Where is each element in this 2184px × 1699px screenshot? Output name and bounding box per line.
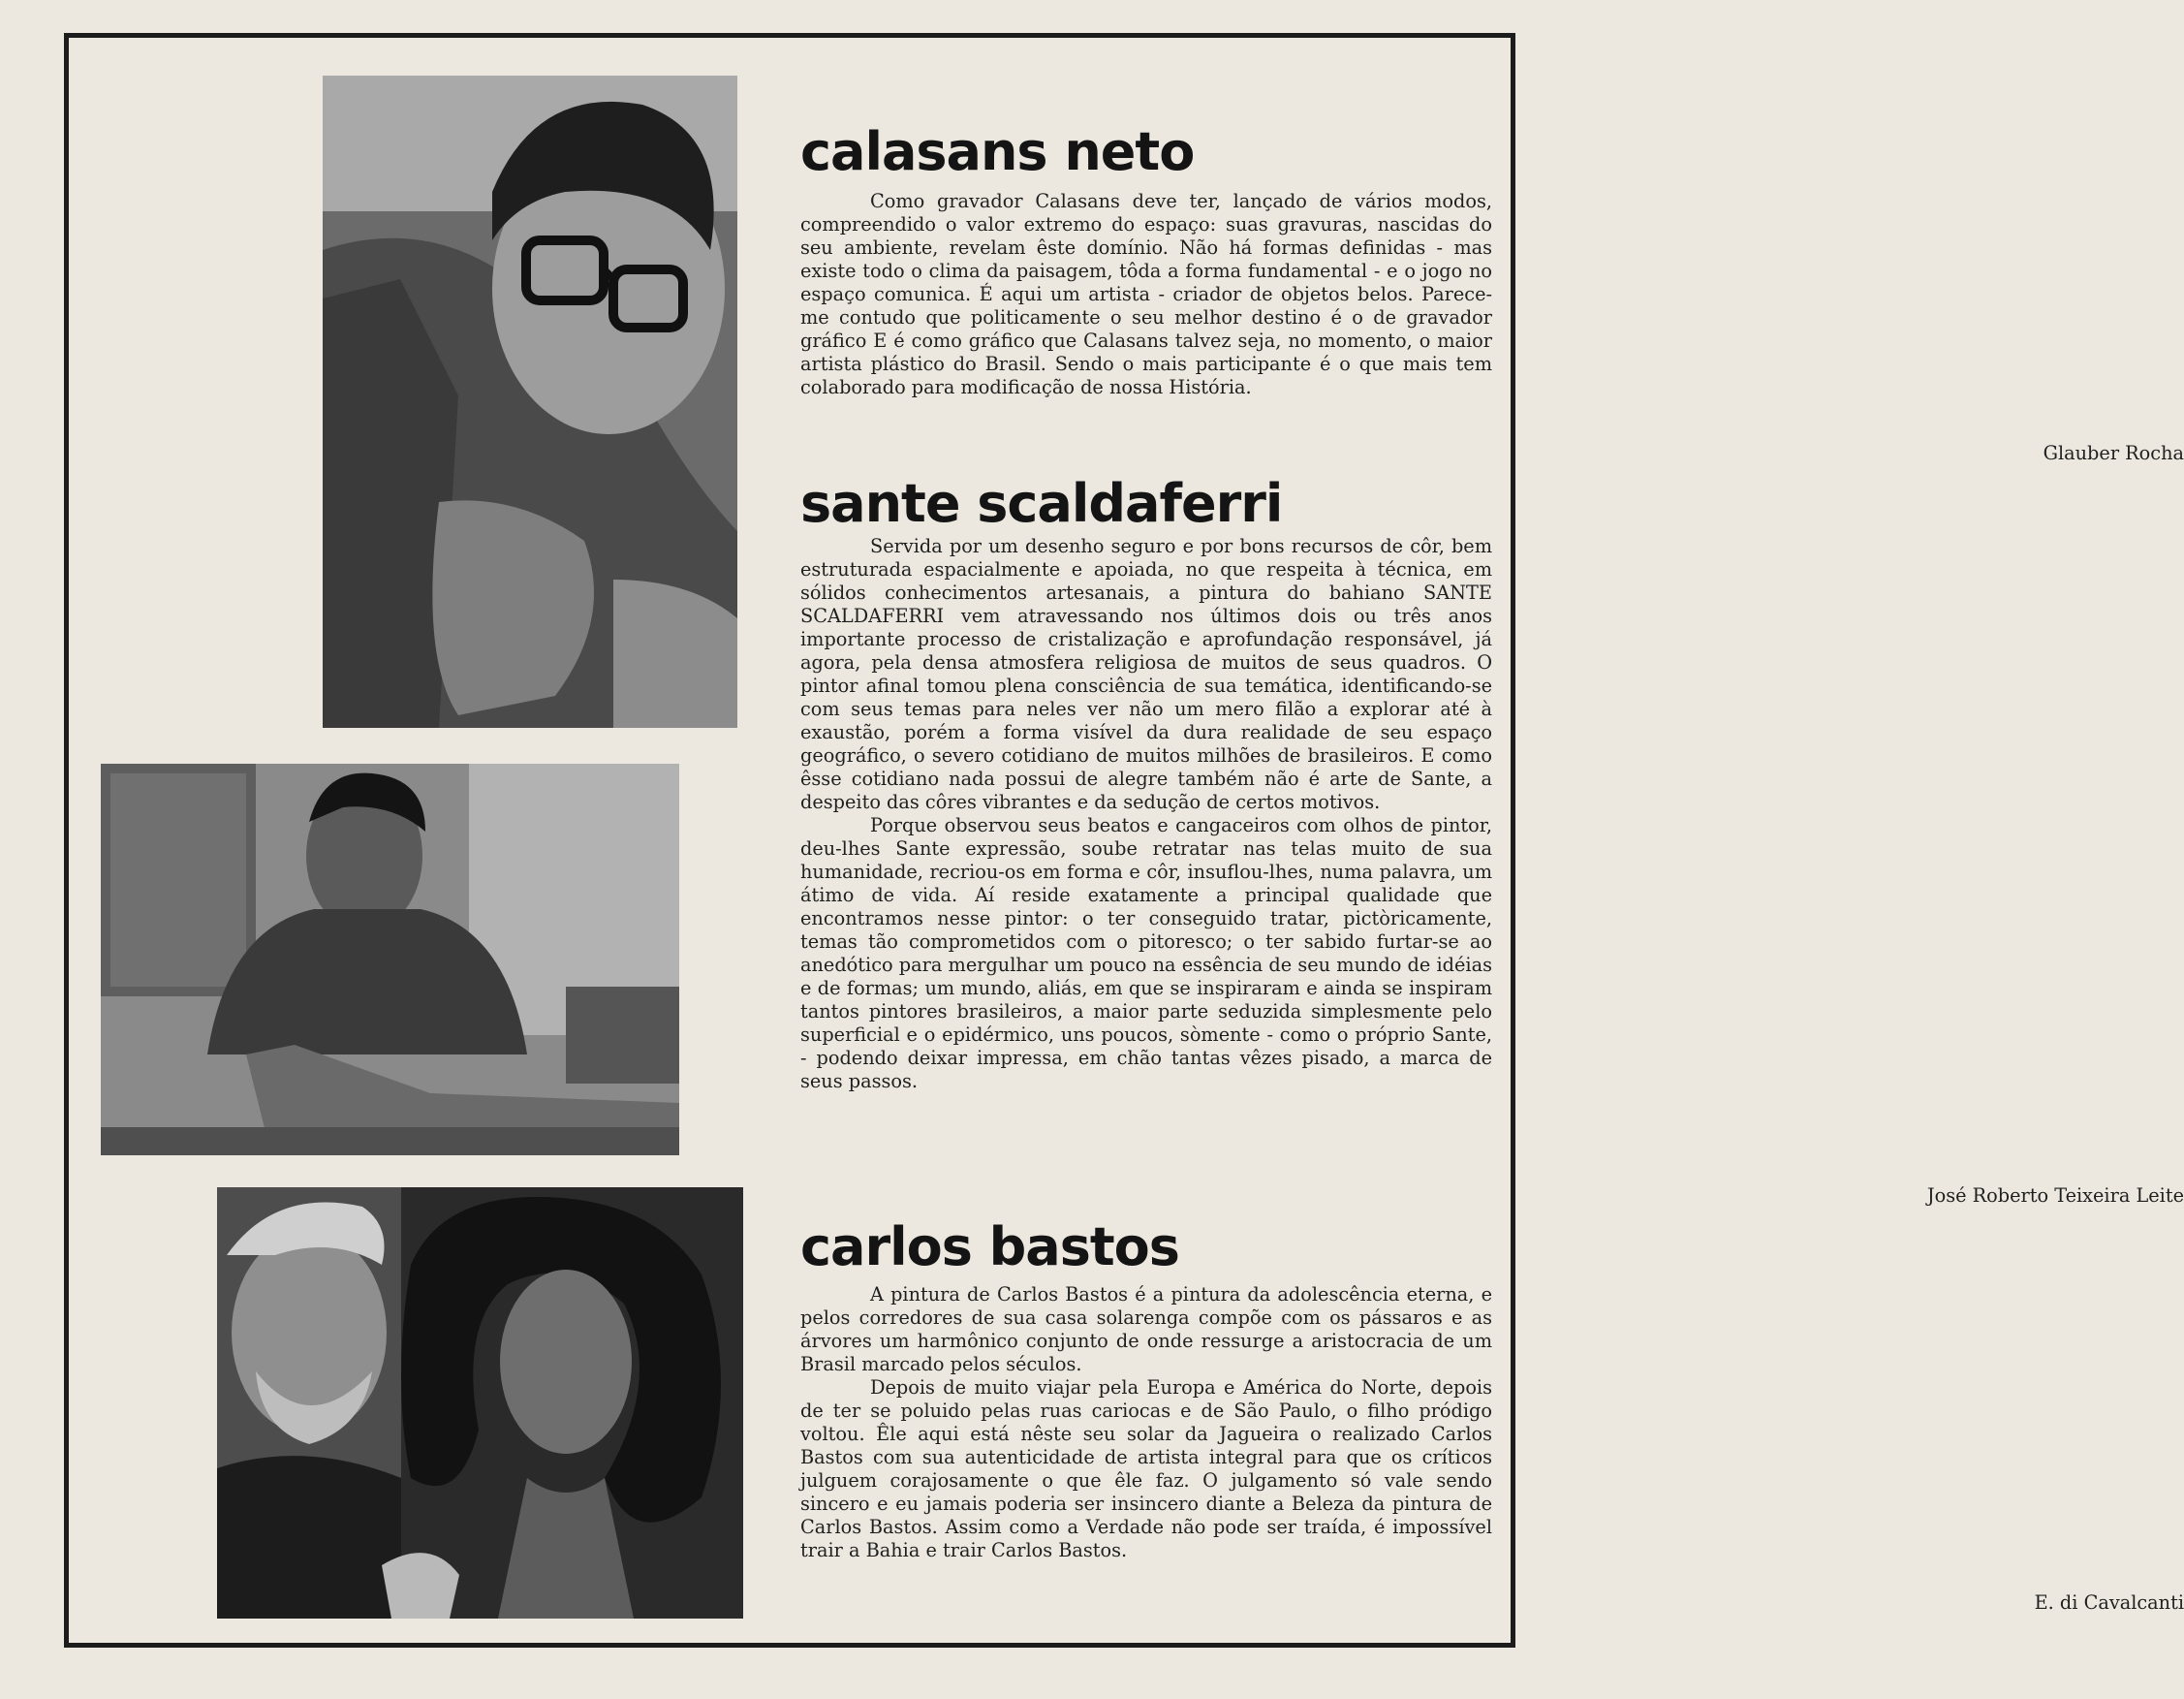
article-paragraph: A pintura de Carlos Bastos é a pintura da adolescência eterna, e pelos corredores de sua casa solarenga compõe com os pássaros e as árvores um harmônico conjunto de onde ressurge a aristocracia de um Brasil marcado pelos séculos.	[800, 1283, 1492, 1375]
article-heading: calasans neto	[800, 121, 1195, 182]
article-paragraph: Depois de muito viajar pela Europa e América do Norte, depois de ter se poluido pelas ruas cariocas e de São Paulo, o filho pródigo voltou. Êle aqui está nêste seu solar da Jagueira o realizado Carlos Bastos com sua autenticidade de artista integral para que os críticos julguem corajosamente o que êle faz. O julgamento só vale sendo sincero e eu jamais poderia ser insincero diante a Beleza da pintura de Carlos Bastos. Assim como a Verdade não pode ser traída, é impossível trair a Bahia e trair Carlos Bastos.	[800, 1376, 1492, 1561]
article-body	[800, 535, 1492, 1093]
portrait-photo-calasans-neto	[323, 76, 737, 728]
article-author: José Roberto Teixeira Leite	[1926, 1184, 2184, 1207]
article-paragraph: Porque observou seus beatos e cangaceiros com olhos de pintor, deu-lhes Sante expressão, soube retratar nas telas muito de sua humanidade, recriou-os em forma e côr, insuflou-lhes, numa palavra, um átimo de vida. Aí reside exatamente a principal qualidade que encontramos nesse pintor: o ter conseguido tratar, pictòricamente, temas tão comprometidos com o pitoresco; o ter sabido furtar-se ao anedótico para mergulhar um pouco na essência de seu mundo de idéias e de formas; um mundo, aliás, em que se inspiraram e ainda se inspiram tantos pintores brasileiros, a maior parte seduzida simplesmente pelo superficial e o epidérmico, uns poucos, sòmente - como o próprio Sante, - podendo deixar impressa, em chão tantas vêzes pisado, a marca de seus passos.	[800, 814, 1492, 1092]
article-author: Glauber Rocha	[2043, 442, 2184, 464]
article-heading: carlos bastos	[800, 1216, 1179, 1277]
article-paragraph: Como gravador Calasans deve ter, lançado de vários modos, compreendido o valor extremo do espaço: suas gravuras, nascidas do seu ambiente, revelam êste domínio. Não há formas definidas - mas existe todo o clima da paisagem, tôda a forma fundamental - e o jogo no espaço comunica. É aqui um artista - criador de objetos belos. Parece-me contudo que politicamente o seu melhor destino é o de gravador gráfico E é como gráfico que Calasans talvez seja, no momento, o maior artista plástico do Brasil. Sendo o mais participante é o que mais tem colaborado para modificação de nossa História.	[800, 190, 1492, 398]
article-body	[800, 1283, 1492, 1562]
article-paragraph: Servida por um desenho seguro e por bons recursos de côr, bem estruturada espacialmente e apoiada, no que respeita à técnica, em sólidos conhecimentos artesanais, a pintura do bahiano SANTE SCALDAFERRI vem atravessando nos últimos dois ou três anos importante processo de cristalização e aprofundação responsável, já agora, pela densa atmosfera religiosa de muitos de seus quadros. O pintor afinal tomou plena consciência de sua temática, identificando-se com seus temas para neles ver não um mero filão a explorar até à exaustão, porém a forma visível da dura realidade de seu espaço geográfico, o severo cotidiano de muitos milhões de brasileiros. E como êsse cotidiano nada possui de alegre também não é arte de Sante, a despeito das côres vibrantes e da sedução de certos motivos.	[800, 535, 1492, 813]
portrait-photo-sante-scaldaferri	[101, 764, 679, 1155]
portrait-photo-carlos-bastos	[217, 1187, 743, 1619]
article-heading: sante scaldaferri	[800, 473, 1283, 534]
article-body	[800, 190, 1492, 399]
article-author: E. di Cavalcanti	[2034, 1591, 2184, 1614]
